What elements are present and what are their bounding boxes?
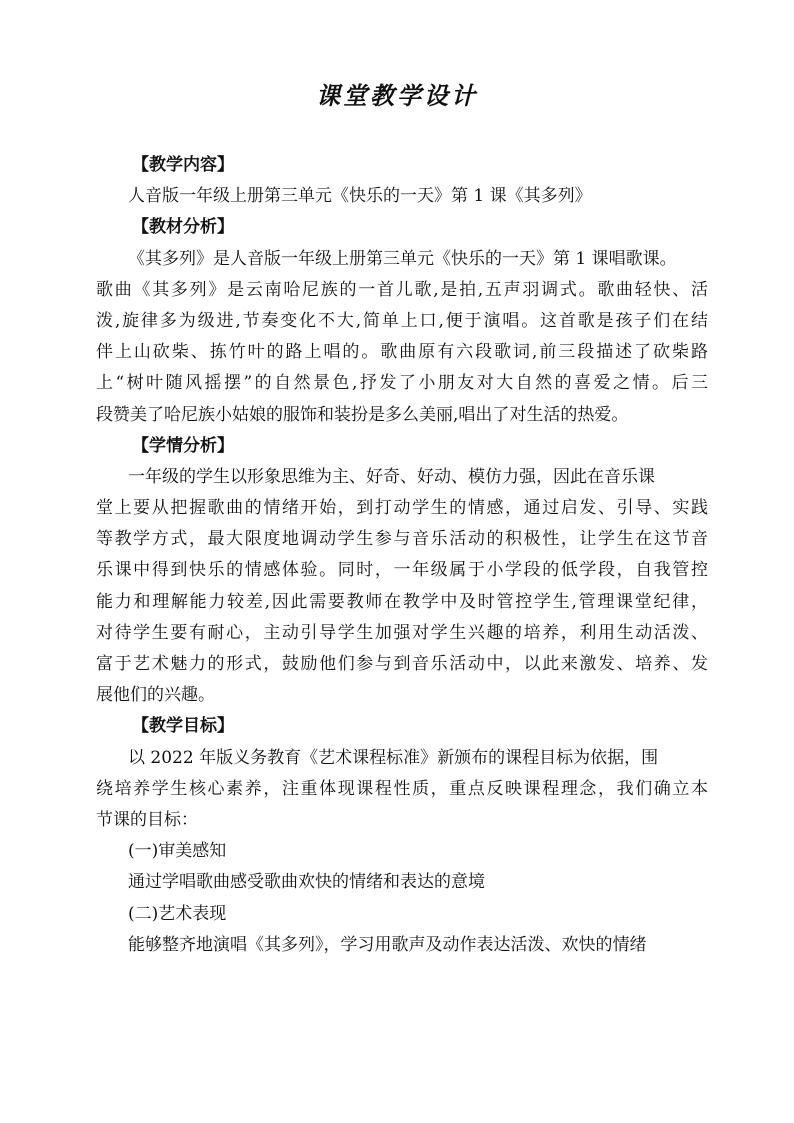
paragraph-line: 能够整齐地演唱《其多列》，学习用歌声及动作表达活泼、欢快的情绪	[128, 934, 647, 955]
subheading-artistic-expression: (二)艺术表现	[128, 903, 227, 924]
paragraph-line: 上“树叶随风摇摆”的自然景色,抒发了小朋友对大自然的喜爱之情。后三	[96, 373, 708, 394]
document-body	[96, 150, 708, 961]
paragraph-line: 通过学唱歌曲感受歌曲欢快的情绪和表达的意境	[128, 872, 485, 893]
paragraph-line: 堂上要从把握歌曲的情绪开始，到打动学生的情感，通过启发、引导、实践	[96, 498, 708, 519]
paragraph-line: 人音版一年级上册第三单元《快乐的一天》第 1 课《其多列》	[128, 186, 592, 207]
section-heading-material-analysis: 【教材分析】	[132, 217, 234, 238]
paragraph-line: 以 2022 年版义务教育《艺术课程标准》新颁布的课程目标为依据，围	[128, 747, 659, 768]
paragraph-line: 富于艺术魅力的形式，鼓励他们参与到音乐活动中，以此来激发、培养、发	[96, 654, 708, 674]
paragraph-line: 泼,旋律多为级进,节奏变化不大,简单上口,便于演唱。这首歌是孩子们在结	[96, 310, 708, 331]
paragraph-line: 能力和理解能力较差,因此需要教师在教学中及时管控学生,管理课堂纪律，	[96, 591, 708, 612]
section-heading-teaching-goals: 【教学目标】	[132, 716, 234, 737]
subheading-aesthetic-perception: (一)审美感知	[128, 841, 227, 862]
paragraph-line: 段赞美了哈尼族小姑娘的服饰和装扮是多么美丽,唱出了对生活的热爱。	[96, 404, 629, 425]
section-heading-student-analysis: 【学情分析】	[132, 435, 234, 456]
paragraph-line: 展他们的兴趣。	[96, 685, 215, 706]
paragraph-line: 对待学生要有耐心，主动引导学生加强对学生兴趣的培养，利用生动活泼、	[96, 622, 708, 643]
page-title: 课堂教学设计	[316, 81, 478, 110]
paragraph-line: 等教学方式，最大限度地调动学生参与音乐活动的积极性，让学生在这节音	[96, 529, 708, 550]
paragraph-line: 歌曲《其多列》是云南哈尼族的一首儿歌,是拍,五声羽调式。歌曲轻快、活	[96, 279, 708, 300]
paragraph-line: 伴上山砍柴、拣竹叶的路上唱的。歌曲原有六段歌词,前三段描述了砍柴路	[96, 342, 708, 363]
paragraph-line: 绕培养学生核心素养，注重体现课程性质，重点反映课程理念，我们确立本	[96, 778, 708, 799]
paragraph-line: 乐课中得到快乐的情感体验。同时，一年级属于小学段的低学段，自我管控	[96, 560, 708, 581]
paragraph-line: 一年级的学生以形象思维为主、好奇、好动、模仿力强，因此在音乐课	[128, 466, 655, 487]
paragraph-line: 节课的目标：	[96, 809, 198, 830]
paragraph-line: 《其多列》是人音版一年级上册第三单元《快乐的一天》第 1 课唱歌课。	[128, 248, 677, 269]
section-heading-teaching-content: 【教学内容】	[132, 155, 234, 175]
